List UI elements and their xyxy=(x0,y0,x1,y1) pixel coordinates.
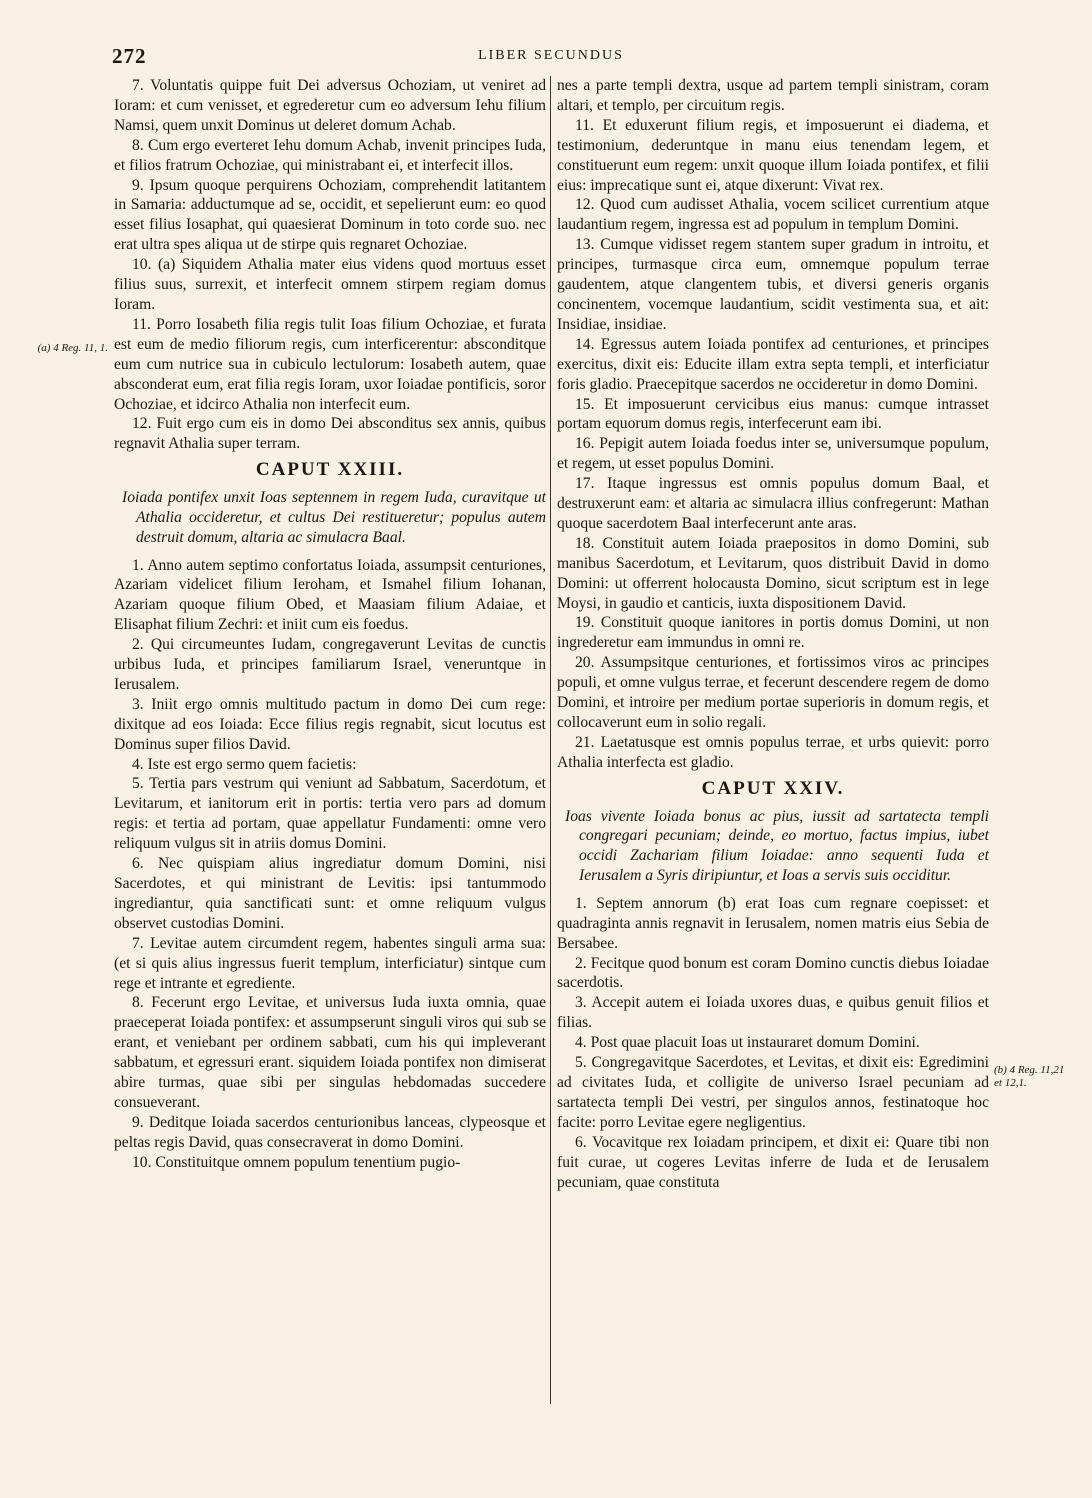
running-title: LIBER SECUNDUS xyxy=(478,48,624,63)
verse-paragraph: 17. Itaque ingressus est omnis populus domum Baal, et destruxerunt eam: et altaria ac simulacra illius confregerunt: Mathan quoque sacerdotem Baal interfecerunt ante aras. xyxy=(557,475,989,532)
chapter-summary: Ioiada pontifex unxit Ioas septennem in regem Iuda, curavitque ut Athalia occideretur, et cultus Dei restitueretur; populus autem destruit domum, altaria ac simulacra Baal. xyxy=(122,489,546,546)
right-column xyxy=(557,76,989,1192)
verse-paragraph: 4. Iste est ergo sermo quem facietis: xyxy=(132,755,357,773)
margin-note-left: (a) 4 Reg. 11, 1. xyxy=(37,342,108,354)
verse-paragraph: 2. Fecitque quod bonum est coram Domino cunctis diebus Ioiadae sacerdotis. xyxy=(557,954,989,992)
verse-paragraph: 6. Vocavitque rex Ioiadam principem, et dixit ei: Quare tibi non fuit curae, ut cogeres Levitas inferre de Iuda et de Ierusalem pecuniam, quae constituta xyxy=(557,1133,989,1191)
verse-paragraph: 8. Cum ergo everteret Iehu domum Achab, invenit principes Iuda, et filios fratrum Ochoziae, qui ministrabant ei, et interfecit illos. xyxy=(114,136,546,174)
verse-paragraph: 3. Accepit autem ei Ioiada uxores duas, e quibus genuit filios et filias. xyxy=(557,994,989,1032)
verse-paragraph: 9. Deditque Ioiada sacerdos centurionibus lanceas, clypeosque et peltas regis David, quas consecraverat in domo Domini. xyxy=(114,1113,546,1151)
column-divider xyxy=(550,76,551,1404)
page-number: 272 xyxy=(112,44,147,68)
verse-paragraph: 10. (a) Siquidem Athalia mater eius videns quod mortuus esset filius suus, surrexit, et interfecit omnem stirpem regiam domus Ioram. xyxy=(114,256,546,313)
verse-paragraph: 19. Constituit quoque ianitores in portis domus Domini, ut non ingrederetur eam immundus in omni re. xyxy=(557,614,989,652)
verse-paragraph: 6. Nec quispiam alius ingrediatur domum Domini, nisi Sacerdotes, et qui ministrant de Levitis: ipsi tantummodo ingrediantur, quia sanctificati sunt: et omne reliquum vulgus observet custodias Domini. xyxy=(114,855,546,932)
verse-paragraph: 2. Qui circumeuntes Iudam, congregaverunt Levitas de cunctis urbibus Iuda, et principes familiarum Israel, veneruntque in Ierusalem. xyxy=(114,636,546,693)
verse-paragraph: 11. Et eduxerunt filium regis, et imposuerunt ei diadema, et testimonium, dederuntque in manu eius tenendam legem, et constituerunt eum regem: unxit quoque illum Ioiada pontifex, et filii eius: imprecatique sunt ei, atque dixerunt: Vivat rex. xyxy=(557,116,989,194)
verse-paragraph: 10. Constituitque omnem populum tenentium pugio- xyxy=(132,1153,461,1171)
verse-paragraph: 8. Fecerunt ergo Levitae, et universus Iuda iuxta omnia, quae praeceperat Ioiada pontifex: et assumpserunt singuli viros qui sub se erant, et veniebant per ordinem sabbati, cum his qui impleverant sabbatum, et egressuri erant. siquidem Ioiada pontifex non dimiserat abire turmas, quae sibi per singulas hebdomadas succedere consueverant. xyxy=(114,994,546,1111)
verse-paragraph: 4. Post quae placuit Ioas ut instauraret domum Domini. xyxy=(575,1034,920,1052)
verse-paragraph: 12. Quod cum audisset Athalia, vocem scilicet currentium atque laudantium regem, ingressa est ad populum in templum Domini. xyxy=(557,196,989,234)
chapter-summary: Ioas vivente Ioiada bonus ac pius, iussit ad sartatecta templi congregari pecuniam; deinde, eo mortuo, factus impius, iubet occidi Zachariam filium Ioiadae: anno sequenti Iuda et Ierusalem a Syris diripiuntur, et Ioas a servis suis occiditur. xyxy=(565,807,989,885)
page-header xyxy=(112,44,990,72)
verse-paragraph: 15. Et imposuerunt cervicibus eius manus: cumque intrasset portam equorum domus regis, interfecerunt eam ibi. xyxy=(557,395,989,433)
verse-paragraph: 7. Levitae autem circumdent regem, habentes singuli arma sua: (et si quis alius ingressus fuerit templum, interficiatur) sintque cum rege et intrante et egrediente. xyxy=(114,934,546,992)
verse-paragraph: 18. Constituit autem Ioiada praepositos in domo Domini, sub manibus Sacerdotum, et Levitarum, quos distribuit David in domo Domini: ut offerrent holocausta Domino, sicut scriptum est in lege Moysi, in gaudio et canticis, iuxta dispositionem David. xyxy=(557,534,989,612)
verse-paragraph: 1. Septem annorum (b) erat Ioas cum regnare coepisset: et quadraginta annis regnavit in Ierusalem, nomen matris eius Sebia de Bersabee. xyxy=(557,894,989,952)
verse-paragraph: 1. Anno autem septimo confortatus Ioiada, assumpsit centuriones, Azariam videlicet filium Ieroham, et Ismahel filium Iohanan, Azariam quoque filium Obed, et Maasiam filium Adaiae, et Elisaphat filium Zechri: et iniit cum eis foedus. xyxy=(114,556,546,634)
verse-paragraph: 7. Voluntatis quippe fuit Dei adversus Ochoziam, ut veniret ad Ioram: et cum venisset, et egrederetur cum eo adversum Iehu filium Namsi, quem unxit Dominus ut deleret domum Achab. xyxy=(114,77,546,134)
chapter-heading: CAPUT XXIV. xyxy=(701,777,845,799)
verse-paragraph: 21. Laetatusque est omnis populus terrae, et urbs quievit: porro Athalia interfecta est gladio. xyxy=(557,733,989,771)
verse-paragraph: 13. Cumque vidisset regem stantem super gradum in introitu, et principes, turmasque circa eum, omnemque populum terrae gaudentem, atque clangentem tubis, et diversi generis organis concinentem, vocemque laudantium, scidit vestimenta sua, et ait: Insidiae, insidiae. xyxy=(557,236,989,333)
verse-paragraph: 3. Iniit ergo omnis multitudo pactum in domo Dei cum rege: dixitque ad eos Ioiada: Ecce filius regis regnabit, sicut locutus est Dominus super filios David. xyxy=(114,695,546,753)
verse-paragraph: 5. Tertia pars vestrum qui veniunt ad Sabbatum, Sacerdotum, et Levitarum, et ianitorum erit in portis: tertia vero pars ad domum regis: et tertia ad portam, quae appellatur Fundamenti: omne vero reliquum vulgus sit in atriis domus Domini. xyxy=(114,775,546,853)
verse-paragraph: 11. Porro Iosabeth filia regis tulit Ioas filium Ochoziae, et furata est eum de medio filiorum regis, cum interficerentur: absconditque eum cum nutrice sua in cubiculo lectulorum: Iosabeth autem, quae absconderat eum, erat filia regis Ioram, uxor Ioiadae pontificis, soror Ochoziae, et idcirco Athalia non interfecit eum. xyxy=(114,315,546,413)
verse-paragraph: 20. Assumpsitque centuriones, et fortissimos viros ac principes populi, et omne vulgus terrae, et fecerunt descendere regem de domo Domini, et introire per medium portae superioris in domum regis, et collocaverunt eum in solio regali. xyxy=(557,654,989,731)
verse-paragraph: 16. Pepigit autem Ioiada foedus inter se, universumque populum, et regem, ut esset populus Domini. xyxy=(557,435,989,473)
margin-note-right: (b) 4 Reg. 11,21 et 12,1. xyxy=(994,1064,1065,1089)
verse-paragraph: 12. Fuit ergo cum eis in domo Dei absconditus sex annis, quibus regnavit Athalia super terram. xyxy=(114,415,546,453)
continued-paragraph: nes a parte templi dextra, usque ad partem templi sinistram, coram altari, et templo, per circuitum regis. xyxy=(557,77,989,114)
left-column xyxy=(114,76,546,1173)
verse-paragraph: 5. Congregavitque Sacerdotes, et Levitas, et dixit eis: Egredimini ad civitates Iuda, et colligite de universo Israel pecuniam ad sartatecta templi Dei vestri, per singulos annos, festinatoque hoc facite: porro Levitae egere negligentius. xyxy=(557,1054,989,1131)
verse-paragraph: 9. Ipsum quoque perquirens Ochoziam, comprehendit latitantem in Samaria: adductumque ad se, occidit, et sepelierunt eum: eo quod esset filius Iosaphat, qui quaesierat Dominum in toto corde suo. nec erat ultra spes aliqua ut de stirpe quis regnaret Ochoziae. xyxy=(114,176,546,254)
chapter-heading: CAPUT XXIII. xyxy=(255,459,405,481)
verse-paragraph: 14. Egressus autem Ioiada pontifex ad centuriones, et principes exercitus, dixit eis: Educite illam extra septa templi, et interficiatur foris gladio. Praecepitque sacerdos ne occideretur in domo Domini. xyxy=(557,335,989,393)
